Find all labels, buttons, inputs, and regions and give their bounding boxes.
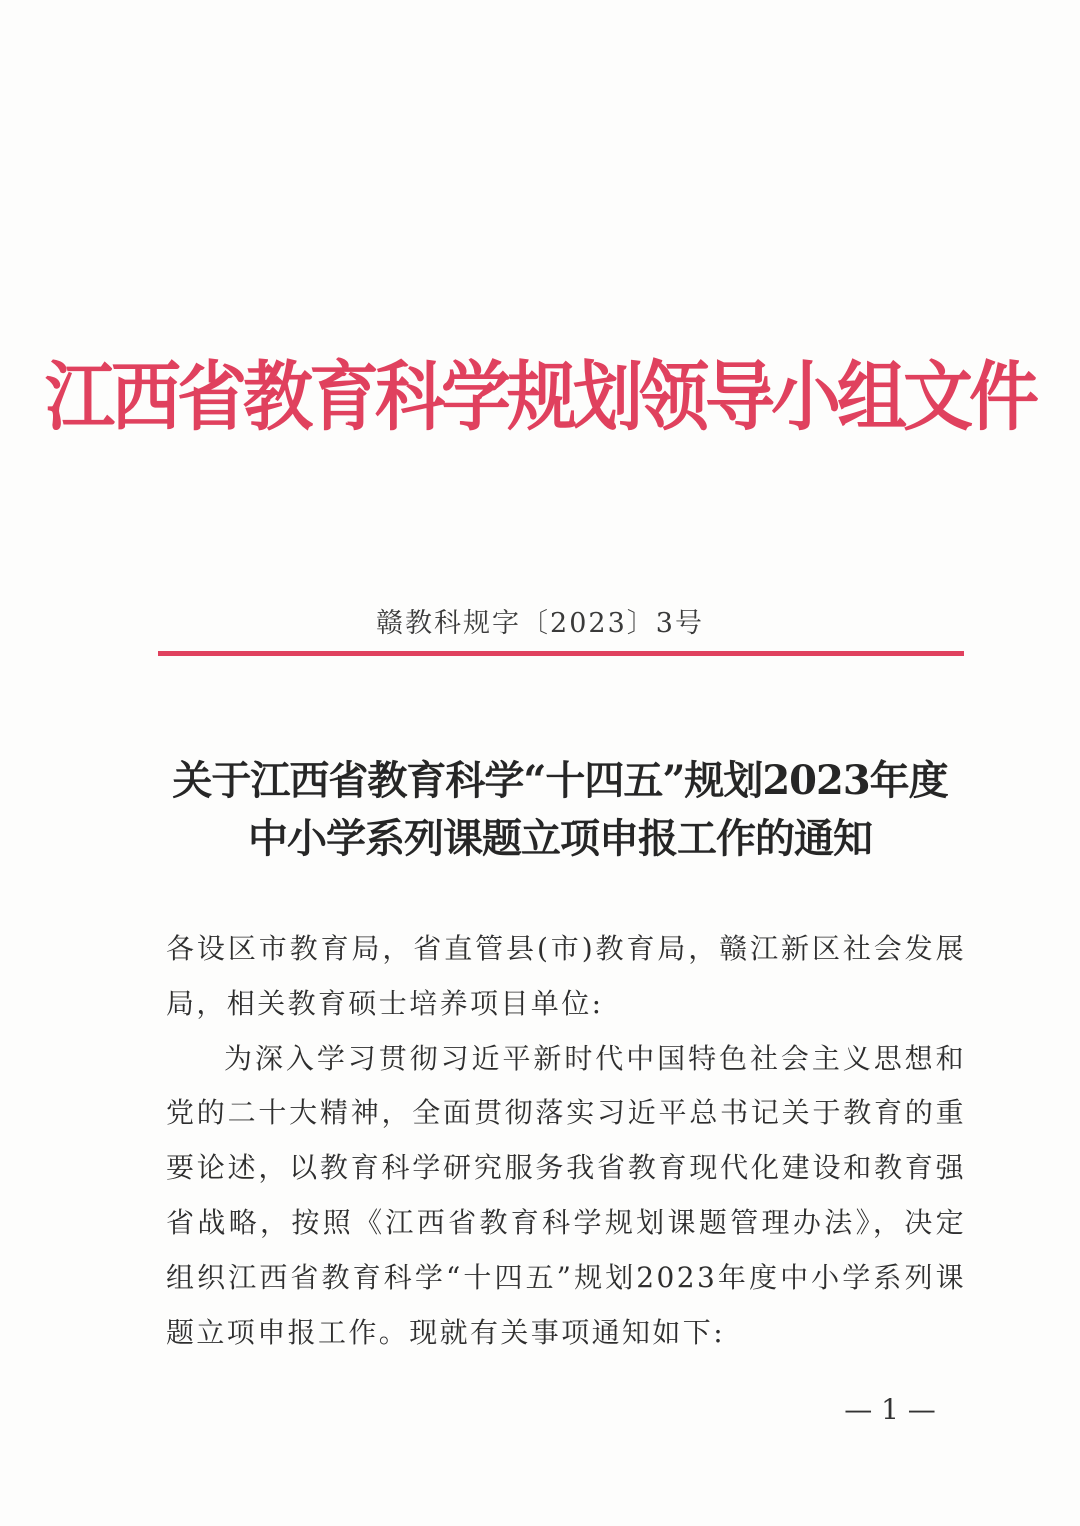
agency-header-title: 江西省教育科学规划领导小组文件: [45, 351, 1035, 442]
body-paragraph-1: 为深入学习贯彻习近平新时代中国特色社会主义思想和党的二十大精神，全面贯彻落实习近平总书记关于教育的重要论述，以教育科学研究服务我省教育现代化建设和教育强省战略，按照《江西省教育科学规划课题管理办法》，决定组织江西省教育科学“十四五”规划2023年度中小学系列课题立项申报工作。现就有关事项通知如下:: [166, 1041, 966, 1349]
page-number: — 1 —: [844, 1393, 936, 1426]
document-number: 赣教科规字〔2023〕3号: [376, 608, 704, 639]
notice-title: [120, 752, 1000, 868]
notice-title-line-2: 中小学系列课题立项申报工作的通知: [248, 815, 872, 862]
red-divider-line: [158, 651, 964, 656]
notice-title-line-1: 关于江西省教育科学“十四五”规划2023年度: [172, 757, 948, 804]
recipients-paragraph: 各设区市教育局，省直管县(市)教育局，赣江新区社会发展局，相关教育硕士培养项目单位:: [166, 932, 966, 1020]
notice-body: [166, 922, 966, 1360]
